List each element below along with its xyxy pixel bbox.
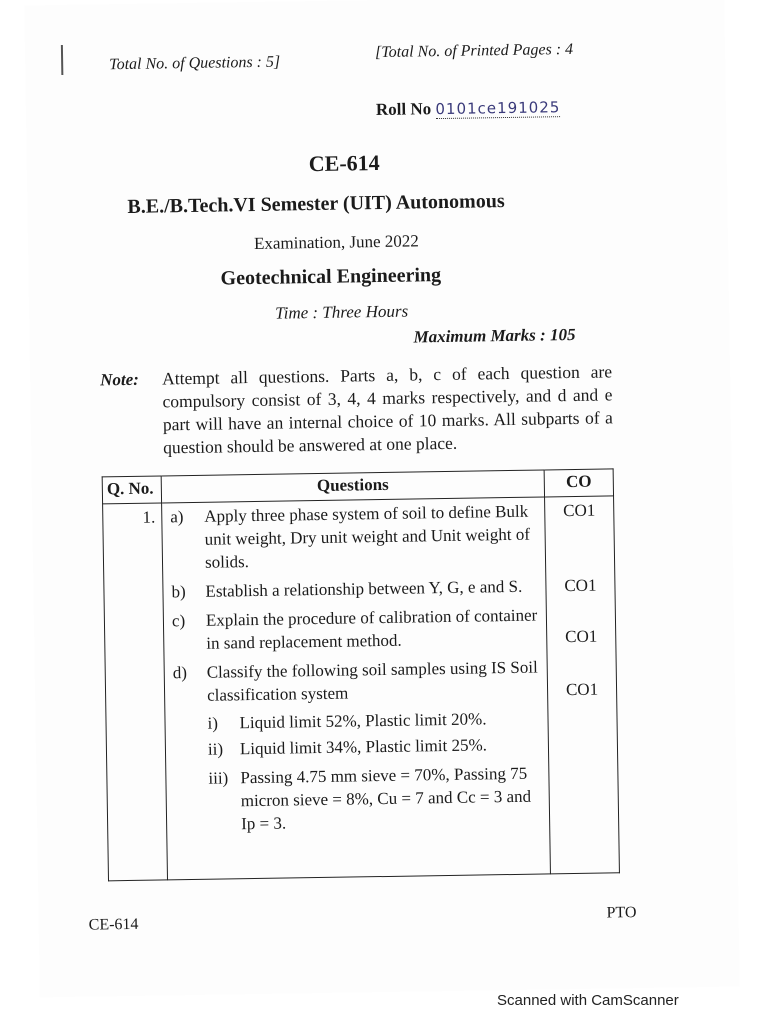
header-questions: Questions: [161, 470, 544, 503]
camscanner-watermark: Scanned with CamScanner: [497, 992, 679, 1009]
part-d: d) Classify the following soil samples using IS Soil classification system: [172, 657, 538, 705]
header-qno: Q. No.: [102, 476, 161, 504]
total-questions: Total No. of Questions : 5]: [109, 53, 281, 74]
time-allowed: Time : Three Hours: [274, 301, 409, 323]
questions-table: [102, 468, 620, 881]
co-part-d: CO1: [565, 679, 599, 700]
co-part-c: CO1: [565, 626, 598, 647]
subpart-ii: ii) Liquid limit 34%, Plastic limit 25%.: [207, 735, 488, 759]
question-number: 1.: [103, 503, 168, 881]
program-title: B.E./B.Tech.VI Semester (UIT) Autonomous: [127, 190, 505, 218]
exam-title: Examination, June 2022: [253, 231, 419, 253]
subpart-iii: iii) Passing 4.75 mm sieve = 70%, Passing 75 micron sieve = 8%, Cu = 7 and Cc = 3 and Ip = 3.: [208, 763, 532, 834]
footer-code: CE-614: [88, 915, 139, 934]
roll-label: Roll No: [375, 99, 432, 120]
question-row: [103, 496, 620, 881]
roll-number: [376, 97, 561, 120]
header-co: CO: [544, 469, 613, 497]
max-marks: Maximum Marks : 105: [413, 324, 576, 347]
total-pages: [Total No. of Printed Pages : 4: [374, 40, 574, 62]
footer-pto: PTO: [606, 904, 637, 922]
part-c: c) Explain the procedure of calibration of container in sand replacement method.: [171, 605, 538, 653]
question-body: [162, 497, 551, 880]
co-column: [545, 496, 620, 874]
subpart-i: i) Liquid limit 52%, Plastic limit 20%.: [207, 709, 487, 733]
note-text: Attempt all questions. Parts a, b, c of each question are compulsory consist of 3, 4, 4 marks respectively, and d and e part will have an internal choice of 10 marks. All subparts of a question should be answered at one place.: [161, 361, 613, 458]
subject-title: Geotechnical Engineering: [220, 264, 442, 290]
note-label: Note:: [99, 369, 140, 390]
co-part-a: CO1: [563, 500, 596, 521]
margin-mark: [61, 45, 63, 75]
exam-paper: [24, 0, 739, 997]
roll-value: 0101ce191025: [435, 98, 561, 119]
course-code: CE-614: [308, 149, 380, 177]
part-b: b) Establish a relationship between Y, G, e and S.: [171, 576, 523, 602]
co-part-b: CO1: [564, 575, 597, 596]
part-a: a) Apply three phase system of soil to define Bulk unit weight, Dry unit weight and Unit weight of solids.: [170, 501, 531, 572]
